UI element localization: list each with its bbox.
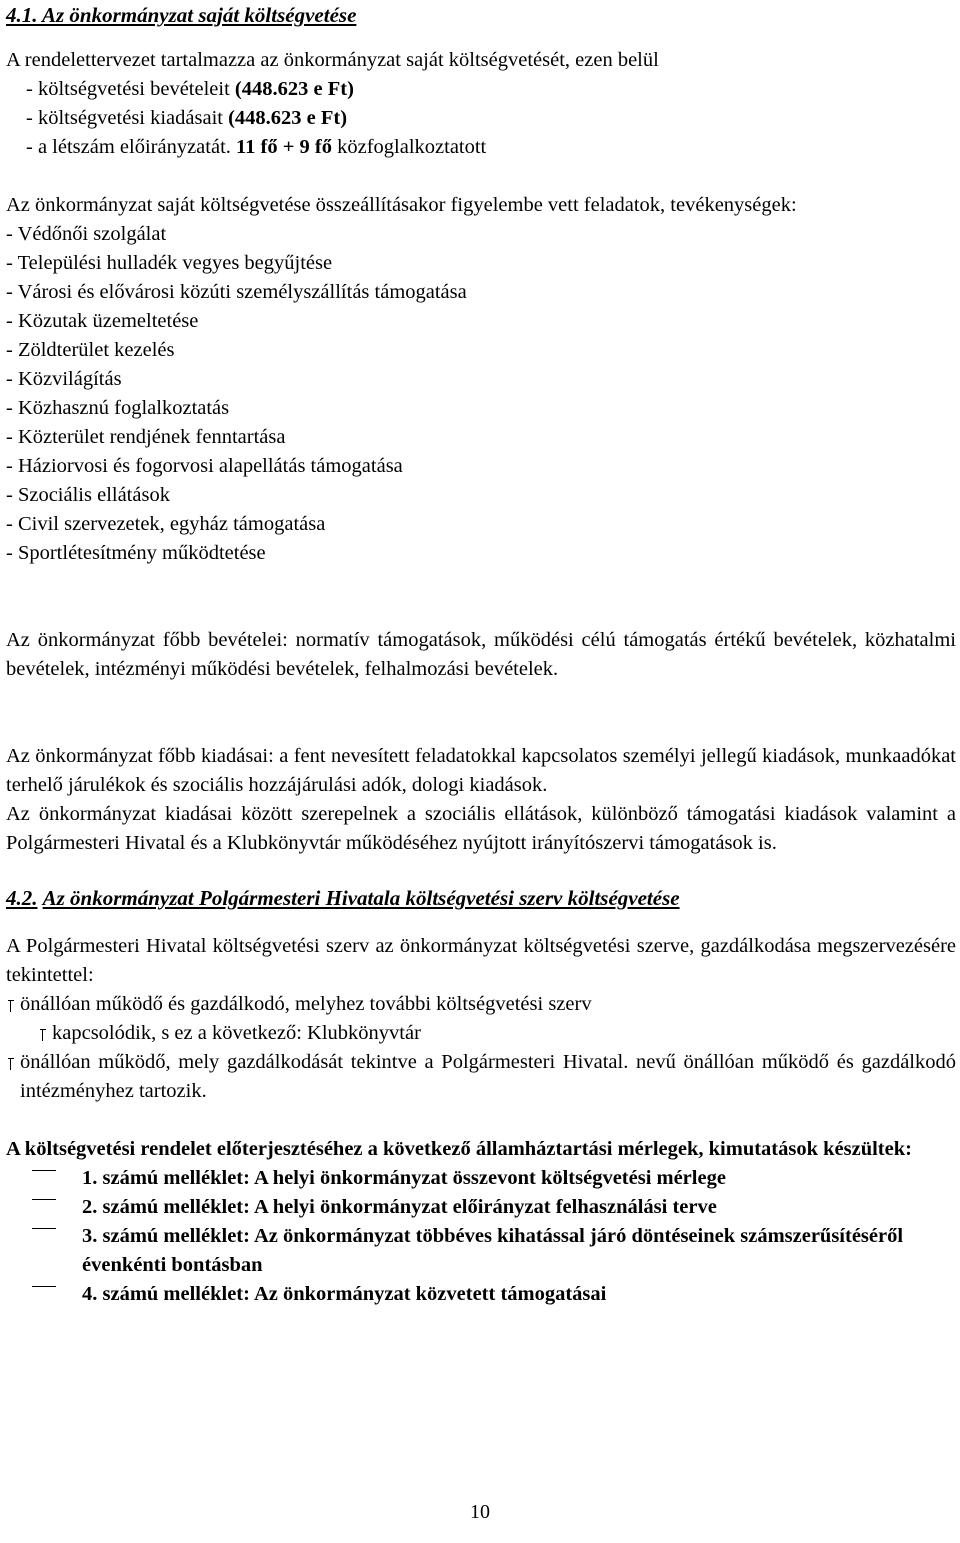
point-1-continuation: kapcsolódik, s ez a következő: Klubkönyvtár — [6, 1019, 956, 1048]
list-item: - Közvilágítás — [6, 368, 122, 390]
annex-item: 2. számú melléklet: A helyi önkormányzat előirányzat felhasználási terve — [6, 1193, 956, 1222]
bullet-mark-icon — [6, 1048, 20, 1077]
section-heading-4-1: 4.1. Az önkormányzat saját költségvetése — [6, 3, 357, 27]
dash-icon — [6, 1193, 82, 1222]
revenues-paragraph: Az önkormányzat főbb bevételei: normatív támogatások, működési célú támogatás értékű bevételek, közhatalmi bevételek, intézményi működési bevételek, felhalmozási bevételek. — [6, 629, 956, 680]
revenue-line: - költségvetési bevételeit (448.623 e Ft) — [26, 78, 354, 100]
list-item: - Közhasznú foglalkoztatás — [6, 397, 230, 419]
expense-line: - költségvetési kiadásait (448.623 e Ft) — [26, 107, 348, 129]
document-page — [6, 0, 956, 1309]
list-item: - Közterület rendjének fenntartása — [6, 426, 286, 448]
list-item: - Közutak üzemeltetése — [6, 310, 199, 332]
expenses-paragraph: Az önkormányzat főbb kiadásai: a fent nevesített feladatokkal kapcsolatos személyi jellegű kiadások, munkaadókat terhelő járulékok és szociális hozzájárulási adók, dologi kiadások. — [6, 745, 956, 796]
point-2: önállóan működő, mely gazdálkodását tekintve a Polgármesteri Hivatal. nevű önállóan működő és gazdálkodó intézményhez tartozik. — [6, 1048, 956, 1106]
list-item: - Háziorvosi és fogorvosi alapellátás támogatása — [6, 455, 403, 477]
list-item: - Szociális ellátások — [6, 484, 170, 506]
headcount-line: - a létszám előirányzatát. 11 fő + 9 fő közfoglalkoztatott — [26, 136, 487, 158]
list-item: - Zöldterület kezelés — [6, 339, 175, 361]
bullet-mark-icon — [38, 1019, 52, 1048]
page-number: 10 — [470, 1501, 490, 1523]
annex-item: 4. számú melléklet: Az önkormányzat közvetett támogatásai — [6, 1280, 956, 1309]
expenses-detail-paragraph: Az önkormányzat kiadásai között szerepelnek a szociális ellátások, különböző támogatási kiadások valamint a Polgármesteri Hivatal és a Klubkönyvtár működéséhez nyújtott irányítószervi támogatások is. — [6, 803, 956, 854]
budget-summary — [6, 46, 956, 162]
annex-list — [6, 1164, 956, 1309]
list-item: - Civil szervezetek, egyház támogatása — [6, 513, 326, 535]
dash-icon — [6, 1164, 82, 1193]
list-item: - Védőnői szolgálat — [6, 223, 167, 245]
list-item: - Települési hulladék vegyes begyűjtése — [6, 252, 333, 274]
office-intro: A Polgármesteri Hivatal költségvetési szerv az önkormányzat költségvetési szerve, gazdálkodása megszervezésére tekintettel: — [6, 935, 956, 986]
dash-icon — [6, 1280, 82, 1309]
list-item: - Sportlétesítmény működtetése — [6, 542, 266, 564]
annex-item: 1. számú melléklet: A helyi önkormányzat összevont költségvetési mérlege — [6, 1164, 956, 1193]
dash-icon — [6, 1222, 82, 1251]
annex-item: 3. számú melléklet: Az önkormányzat többéves kihatással járó döntéseinek számszerűsítéséről évenkénti bontásban — [6, 1222, 956, 1280]
section-heading-4-2: 4.2. Az önkormányzat Polgármesteri Hivatala költségvetési szerv költségvetése — [6, 886, 680, 910]
list-item: - Városi és elővárosi közúti személyszállítás támogatása — [6, 281, 467, 303]
point-1: önállóan működő és gazdálkodó, melyhez további költségvetési szerv — [6, 990, 956, 1019]
bullet-mark-icon — [6, 990, 20, 1019]
task-list — [6, 220, 956, 568]
intro-text: A rendelettervezet tartalmazza az önkormányzat saját költségvetését, ezen belül — [6, 49, 659, 71]
annex-intro: A költségvetési rendelet előterjesztéséhez a következő államháztartási mérlegek, kimutatások készültek: — [6, 1138, 912, 1160]
tasks-intro: Az önkormányzat saját költségvetése összeállításakor figyelembe vett feladatok, tevékenységek: — [6, 194, 797, 216]
